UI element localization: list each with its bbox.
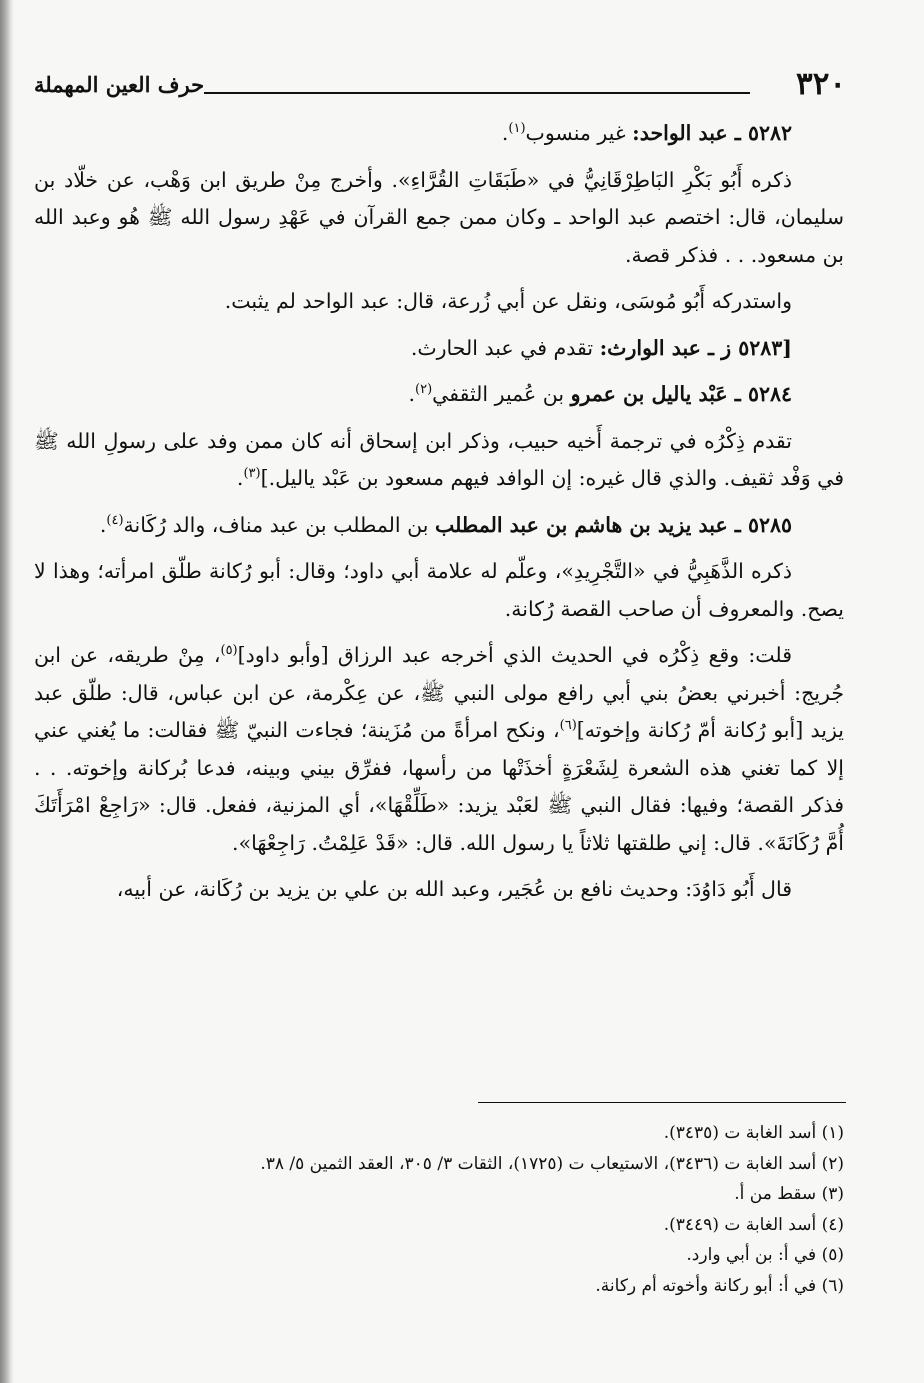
entry-after: . [501,121,509,145]
footnotes [60,1118,844,1301]
entry-rest: تقدم في عبد الحارث. [410,335,600,360]
entry-5282 [34,115,844,153]
footnote: (٦) في أ: أبو ركانة وأخوته أم ركانة. [595,1275,844,1296]
footnote-rule [478,1102,846,1103]
footnote-ref: (٣) [243,466,261,482]
entry-title: ٥٢٨٥ ـ عبد يزيد بن هاشم بن عبد المطلب [434,512,792,537]
paragraph: قال أَبُو دَاوُدَ: وحديث نافع بن عُجَير، وعبد الله بن علي بن يزيد بن رُكَانة، عن أبيه، [116,877,792,901]
footnote-ref: (١) [508,121,526,137]
footnote-ref: (٥) [220,643,238,659]
entry-5284 [34,376,844,414]
footnote-ref: (٢) [415,382,433,398]
entry-title: ٥٢٨٤ ـ عَبْد ياليل بن عمرو [570,382,792,406]
paragraph [34,423,844,498]
footnote: (٢) أسد الغابة ت (٣٤٣٦)، الاستيعاب ت (١٧٢٥)، الثقات ٣/ ٣٠٥، العقد الثمين ٥/ ٣٨. [260,1153,844,1174]
paragraph: واستدركه أَبُو مُوسَى، ونقل عن أبي زُرعة، قال: عبد الواحد لم يثبت. [224,289,792,313]
footnote: (٣) سقط من أ. [734,1184,844,1204]
entry-rest: بن المطلب بن عبد مناف، والد رُكَانة [123,512,435,537]
paragraph-text: قلت: وقع ذِكْرُه في الحديث الذي أخرجه عبد الرزاق [وأبو داود] [237,643,793,667]
scan-edge-shadow [0,0,14,1383]
footnote-ref: (٦) [559,718,577,734]
paragraph: ذكره أَبُو بَكْرِ البَاطِرْقَانِيُّ في «طَبَقَاتِ القُرَّاءِ». وأخرج مِنْ طريق ابن وَهْب، عن خلّاد بن سليمان، قال: اختصم عبد الواحد ـ وكان ممن جمع القرآن في عَهْدِ رسول الله ﷺ هُو وعبد الله بن مسعود. . . فذكر قصة. [34,167,844,267]
entry-after: . [236,466,244,490]
footnote-ref: (٤) [106,512,124,528]
entry-after: . [99,512,107,537]
entry-title: [٥٢٨٣ ز ـ عبد الوارث: [599,335,792,360]
running-head: حرف العين المهملة [34,72,205,97]
page-header [34,66,846,106]
header-rule [204,92,750,94]
paragraph: ذكره الذَّهَبِيُّ في «التَّجْرِيدِ»، وعلّم له علامة أبي داود؛ وقال: أبو رُكانة طلّق امرأته؛ وهذا لا يصح. والمعروف أن صاحب القصة رُكانة. [34,559,844,621]
paragraph-text: تقدم ذِكْرُه في ترجمة أَخيه حبيب، وذكر ابن إسحاق أنه كان ممن وفد على رسولِ الله ﷺ في وَفْد ثقيف. والذي قال غيره: إن الوافد فيهم مسعود بن عَبْد ياليل.] [34,428,844,490]
page-number: ٣٢٠ [796,66,846,102]
paragraph-text: ، مِنْ طريقه، عن ابن جُريج: أخبرني بعضُ بني أبي رافع مولى النبي ﷺ، عن عِكْرمة، عن ابن عباس، قال: طلّق عبد يزيد [أبو رُكانة أمّ رُكانة وإخوته] [34,643,844,742]
paragraph [34,637,844,862]
entry-rest: بن عُمير الثقفي [432,382,571,406]
entry-after: . [408,382,416,406]
paragraph-text: ، ونكح امرأةً من مُزَينة؛ فجاءت النبيّ ﷺ فقالت: ما يُغني عني إلا كما تغني هذه الشعرة لِشَعْرَةٍ أخذَتْها من رأسها، ففرِّق بيني وبينه، فدعا بُركانة وإخوته. . . فذكر القصة؛ وفيها: فقال النبي ﷺ لعَبْد يزيد: «طَلِّقْهَا»، أي المزنية، ففعل. قال: «رَاجِعْ امْرَأَتَكَ أُمَّ رُكَانَةَ». قال: إني طلقتها ثلاثاً يا رسول الله. قال: «قَدْ عَلِمْتُ. رَاجِعْهَا». [34,718,844,855]
footnote: (١) أسد الغابة ت (٣٤٣٥). [663,1123,844,1143]
footnote: (٥) في أ: بن أبي وارد. [686,1245,844,1265]
entry-5285 [34,507,844,545]
entry-title: ٥٢٨٢ ـ عبد الواحد: [632,121,792,145]
entry-rest: غير منسوب [525,121,633,145]
footnote: (٤) أسد الغابة ت (٣٤٤٩). [663,1214,844,1235]
main-text [34,115,844,909]
entry-5283 [34,330,844,368]
